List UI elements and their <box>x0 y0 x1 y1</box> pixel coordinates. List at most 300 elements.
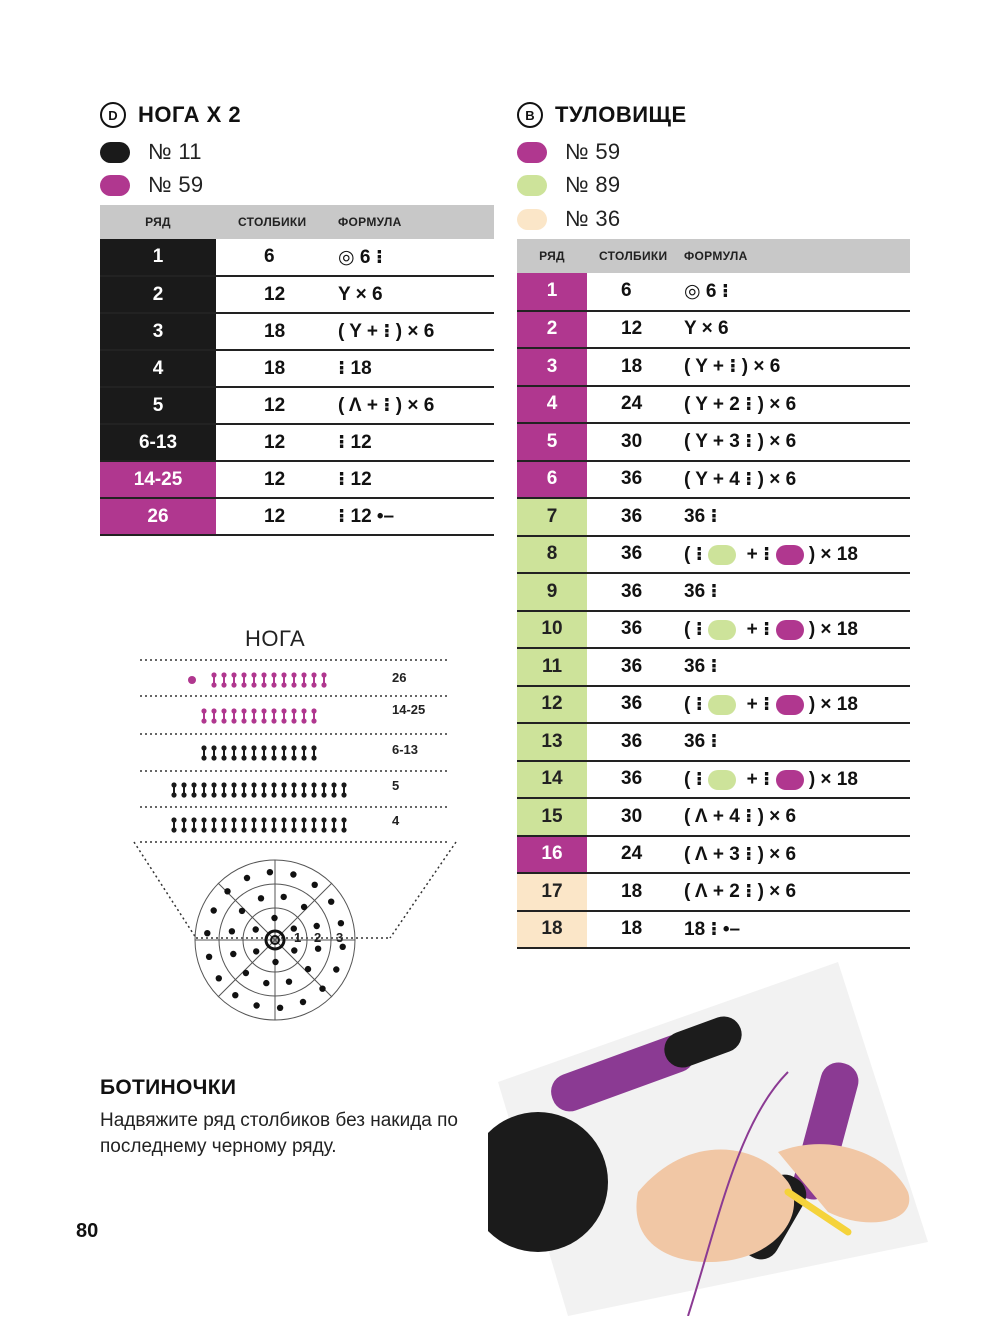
stitch-mark <box>241 792 246 797</box>
stitch-mark <box>291 708 296 713</box>
stitch-mark <box>231 817 236 822</box>
header-formula: ФОРМУЛА <box>338 205 494 239</box>
diagram-row-label: 26 <box>392 670 407 685</box>
stitch-mark <box>211 745 216 750</box>
stitch-mark <box>231 755 236 760</box>
stitch-mark <box>301 782 306 787</box>
body-section-header <box>517 102 687 128</box>
stitch-mark <box>271 745 276 750</box>
stitch-count: 24 <box>587 386 684 424</box>
stitch-formula: ( Y + 2 ⁝ ) × 6 <box>684 386 910 424</box>
stitch-mark <box>201 718 206 723</box>
stitch-mark <box>271 718 276 723</box>
row-number: 2 <box>100 276 216 313</box>
stitch-formula: ◎ 6 ⁝ <box>684 273 910 311</box>
stitch-mark <box>261 718 266 723</box>
stitch-count: 12 <box>216 424 338 461</box>
stitch-mark <box>281 718 286 723</box>
stitch-mark <box>331 827 336 832</box>
round-stitch-mark <box>230 951 236 957</box>
row-number: 1 <box>517 273 587 311</box>
stitch-mark <box>231 792 236 797</box>
row-number: 12 <box>517 686 587 724</box>
stitch-mark <box>341 817 346 822</box>
stitch-mark <box>241 782 246 787</box>
stitch-mark <box>231 708 236 713</box>
row-number: 1 <box>100 239 216 276</box>
table-row <box>517 386 910 424</box>
stitch-mark <box>251 755 256 760</box>
stitch-mark <box>221 782 226 787</box>
stitch-mark <box>251 708 256 713</box>
yarn-swatch <box>100 175 130 196</box>
stitch-count: 36 <box>587 573 684 611</box>
stitch-mark <box>241 817 246 822</box>
yarn-label: № 59 <box>565 139 621 164</box>
stitch-mark <box>241 755 246 760</box>
stitch-mark <box>221 718 226 723</box>
stitch-mark <box>211 792 216 797</box>
round-stitch-mark <box>305 966 311 972</box>
stitch-mark <box>201 817 206 822</box>
table-row <box>517 461 910 499</box>
row-number: 10 <box>517 611 587 649</box>
table-row <box>517 273 910 311</box>
stitch-mark <box>301 708 306 713</box>
yarn-label: № 89 <box>565 172 621 197</box>
round-stitch-mark <box>229 928 235 934</box>
stitch-mark <box>271 708 276 713</box>
header-sts: СТОЛБИКИ <box>216 205 338 239</box>
stitch-formula: ( Y + 4 ⁝ ) × 6 <box>684 461 910 499</box>
row-number: 16 <box>517 836 587 874</box>
stitch-mark <box>311 792 316 797</box>
stitch-mark <box>221 817 226 822</box>
table-row <box>517 573 910 611</box>
stitch-mark <box>231 682 236 687</box>
stitch-mark <box>291 792 296 797</box>
stitch-formula: ( Y + 3 ⁝ ) × 6 <box>684 423 910 461</box>
stitch-count: 18 <box>587 348 684 386</box>
table-row <box>517 311 910 349</box>
header-formula: ФОРМУЛА <box>684 239 910 273</box>
stitch-formula: ⁝ 12 •– <box>338 498 494 535</box>
stitch-mark <box>251 792 256 797</box>
table-row <box>517 836 910 874</box>
round-stitch-mark <box>206 954 212 960</box>
diagram-row-label: 6-13 <box>392 742 419 757</box>
stitch-mark <box>181 792 186 797</box>
yarn-label: № 59 <box>148 172 204 197</box>
stitch-mark <box>201 755 206 760</box>
crochet-photo <box>488 962 928 1316</box>
stitch-mark <box>221 755 226 760</box>
stitch-mark <box>251 682 256 687</box>
diagram-svg <box>130 620 470 1040</box>
leg-yarn-1 <box>100 139 202 165</box>
stitch-mark <box>191 792 196 797</box>
magenta-yarn-icon <box>776 695 804 715</box>
stitch-formula: 36 ⁝ <box>684 648 910 686</box>
stitch-mark <box>321 782 326 787</box>
round-stitch-mark <box>286 979 292 985</box>
stitch-count: 6 <box>216 239 338 276</box>
stitch-mark <box>291 682 296 687</box>
stitch-count: 36 <box>587 611 684 649</box>
stitch-mark <box>291 817 296 822</box>
stitch-mark <box>241 718 246 723</box>
stitch-mark <box>201 782 206 787</box>
round-stitch-mark <box>224 888 230 894</box>
round-stitch-mark <box>290 871 296 877</box>
round-stitch-mark <box>232 992 238 998</box>
body-yarn-1 <box>517 139 620 165</box>
table-header <box>517 239 910 273</box>
table-row <box>517 611 910 649</box>
stitch-count: 36 <box>587 648 684 686</box>
stitch-formula <box>684 761 910 799</box>
table-row <box>100 387 494 424</box>
stitch-mark <box>191 782 196 787</box>
diagram-round-label: 1 <box>294 930 302 945</box>
stitch-mark <box>251 782 256 787</box>
round-stitch-mark <box>243 970 249 976</box>
stitch-mark <box>171 792 176 797</box>
stitch-mark <box>301 755 306 760</box>
yarn-swatch <box>517 142 547 163</box>
stitch-mark <box>261 672 266 677</box>
table-row <box>517 723 910 761</box>
diagram-title: НОГА <box>245 626 306 651</box>
body-badge: B <box>517 102 543 128</box>
round-stitch-mark <box>253 948 259 954</box>
round-stitch-mark <box>239 908 245 914</box>
stitch-mark <box>261 792 266 797</box>
table-row <box>517 761 910 799</box>
table-row <box>517 348 910 386</box>
stitch-mark <box>171 782 176 787</box>
stitch-mark <box>271 827 276 832</box>
green-yarn-icon <box>708 545 736 565</box>
leg-yarn-2 <box>100 172 203 198</box>
stitch-count: 18 <box>216 313 338 350</box>
stitch-mark <box>271 782 276 787</box>
yarn-swatch <box>517 209 547 230</box>
stitch-mark <box>331 792 336 797</box>
stitch-mark <box>171 817 176 822</box>
diagram-round-label: 3 <box>336 930 344 945</box>
leg-table <box>100 205 494 536</box>
stitch-mark <box>221 792 226 797</box>
stitch-formula: ⁝ 12 <box>338 424 494 461</box>
stitch-mark <box>261 782 266 787</box>
stitch-mark <box>341 782 346 787</box>
table-row <box>517 873 910 911</box>
stitch-formula: 36 ⁝ <box>684 498 910 536</box>
green-yarn-icon <box>708 620 736 640</box>
row-number: 18 <box>517 911 587 949</box>
stitch-count: 30 <box>587 423 684 461</box>
stitch-mark <box>181 817 186 822</box>
round-stitch-mark <box>253 926 259 932</box>
stitch-mark <box>191 827 196 832</box>
stitch-mark <box>311 718 316 723</box>
stitch-mark <box>321 672 326 677</box>
stitch-mark <box>251 827 256 832</box>
stitch-mark <box>221 672 226 677</box>
page-number: 80 <box>76 1220 99 1242</box>
round-stitch-mark <box>277 1005 283 1011</box>
row-number: 26 <box>100 498 216 535</box>
stitch-mark <box>221 708 226 713</box>
stitch-mark <box>341 827 346 832</box>
row-number: 14-25 <box>100 461 216 498</box>
round-stitch-mark <box>300 999 306 1005</box>
round-stitch-mark <box>216 975 222 981</box>
stitch-mark <box>241 708 246 713</box>
diagram-row-label: 4 <box>392 813 400 828</box>
stitch-mark <box>301 792 306 797</box>
stitch-mark <box>201 745 206 750</box>
row-number: 9 <box>517 573 587 611</box>
stitch-mark <box>281 817 286 822</box>
stitch-mark <box>291 755 296 760</box>
stitch-mark <box>251 745 256 750</box>
stitch-mark <box>261 817 266 822</box>
stitch-mark <box>291 718 296 723</box>
row-number: 13 <box>517 723 587 761</box>
two-color-formula: ( ⁝ + ⁝ ) × 18 <box>684 618 858 640</box>
stitch-mark <box>241 745 246 750</box>
stitch-mark <box>291 672 296 677</box>
yarn-swatch <box>517 175 547 196</box>
stitch-formula: ( Y + ⁝ ) × 6 <box>684 348 910 386</box>
stitch-mark <box>311 745 316 750</box>
stitch-mark <box>271 755 276 760</box>
row-number: 6 <box>517 461 587 499</box>
stitch-mark <box>231 672 236 677</box>
stitch-mark <box>211 718 216 723</box>
stitch-mark <box>291 745 296 750</box>
stitch-mark <box>271 817 276 822</box>
stitch-count: 30 <box>587 798 684 836</box>
stitch-formula: Y × 6 <box>338 276 494 313</box>
stitch-mark <box>221 745 226 750</box>
header-row: РЯД <box>100 205 216 239</box>
two-color-formula: ( ⁝ + ⁝ ) × 18 <box>684 768 858 790</box>
row-number: 5 <box>517 423 587 461</box>
yarn-label: № 36 <box>565 206 621 231</box>
stitch-count: 36 <box>587 498 684 536</box>
diagram-round-label: 2 <box>314 930 322 945</box>
round-stitch-mark <box>281 894 287 900</box>
stitch-formula: ( Λ + 2 ⁝ ) × 6 <box>684 873 910 911</box>
stitch-mark <box>271 672 276 677</box>
stitch-mark <box>211 672 216 677</box>
stitch-count: 24 <box>587 836 684 874</box>
round-stitch-mark <box>301 904 307 910</box>
header-sts: СТОЛБИКИ <box>587 239 684 273</box>
stitch-mark <box>281 672 286 677</box>
stitch-mark <box>211 827 216 832</box>
two-color-formula: ( ⁝ + ⁝ ) × 18 <box>684 543 858 565</box>
stitch-mark <box>191 817 196 822</box>
stitch-formula: ( Λ + 4 ⁝ ) × 6 <box>684 798 910 836</box>
round-stitch-mark <box>263 980 269 986</box>
stitch-mark <box>311 672 316 677</box>
yarn-label: № 11 <box>148 139 202 164</box>
table-row <box>100 239 494 276</box>
table-row <box>517 498 910 536</box>
stitch-mark <box>281 792 286 797</box>
stitch-mark <box>261 745 266 750</box>
boots-title: БОТИНОЧКИ <box>100 1076 237 1099</box>
stitch-count: 36 <box>587 536 684 574</box>
round-stitch-mark <box>244 875 250 881</box>
stitch-mark <box>171 827 176 832</box>
stitch-mark <box>311 827 316 832</box>
row-number: 4 <box>517 386 587 424</box>
leg-badge: D <box>100 102 126 128</box>
yarn-swatch <box>100 142 130 163</box>
stitch-mark <box>311 817 316 822</box>
table-row <box>517 423 910 461</box>
stitch-mark <box>321 817 326 822</box>
round-stitch-mark <box>312 882 318 888</box>
stitch-count: 12 <box>216 387 338 424</box>
stitch-mark <box>241 672 246 677</box>
stitch-mark <box>241 682 246 687</box>
stitch-mark <box>281 682 286 687</box>
stitch-mark <box>291 782 296 787</box>
stitch-mark <box>301 745 306 750</box>
round-stitch-mark <box>267 869 273 875</box>
stitch-mark <box>321 827 326 832</box>
stitch-count: 36 <box>587 461 684 499</box>
stitch-count: 6 <box>587 273 684 311</box>
round-stitch-mark <box>328 899 334 905</box>
round-stitch-mark <box>291 947 297 953</box>
round-stitch-mark <box>314 923 320 929</box>
diagram-row-label: 5 <box>392 778 400 793</box>
diagram-row-label: 14-25 <box>392 702 426 717</box>
stitch-mark <box>211 782 216 787</box>
table-header <box>100 205 494 239</box>
stitch-mark <box>221 682 226 687</box>
row-number: 11 <box>517 648 587 686</box>
header-row: РЯД <box>517 239 587 273</box>
table-row <box>517 686 910 724</box>
stitch-mark <box>301 718 306 723</box>
table-row <box>517 911 910 949</box>
stitch-formula: ◎ 6 ⁝ <box>338 239 494 276</box>
stitch-mark <box>261 682 266 687</box>
stitch-formula: ( Y + ⁝ ) × 6 <box>338 313 494 350</box>
table-row <box>100 350 494 387</box>
stitch-mark <box>201 708 206 713</box>
stitch-count: 36 <box>587 723 684 761</box>
stitch-formula: ⁝ 12 <box>338 461 494 498</box>
stitch-mark <box>211 817 216 822</box>
table-row <box>100 461 494 498</box>
two-color-formula: ( ⁝ + ⁝ ) × 18 <box>684 693 858 715</box>
stitch-count: 36 <box>587 761 684 799</box>
leg-section-header <box>100 102 241 128</box>
stitch-mark <box>331 782 336 787</box>
table-row <box>100 276 494 313</box>
stitch-mark <box>231 745 236 750</box>
stitch-count: 18 <box>587 873 684 911</box>
stitch-mark <box>231 827 236 832</box>
magenta-yarn-icon <box>776 770 804 790</box>
stitch-mark <box>311 682 316 687</box>
stitch-formula: 18 ⁝ •– <box>684 911 910 949</box>
stitch-mark <box>181 782 186 787</box>
stitch-count: 18 <box>587 911 684 949</box>
body-yarn-3 <box>517 206 620 232</box>
round-stitch-mark <box>338 920 344 926</box>
stitch-formula <box>684 686 910 724</box>
magenta-yarn-icon <box>776 620 804 640</box>
stitch-mark <box>301 672 306 677</box>
magenta-yarn-icon <box>776 545 804 565</box>
round-stitch-mark <box>253 1002 259 1008</box>
stitch-mark <box>201 792 206 797</box>
stitch-mark <box>231 718 236 723</box>
green-yarn-icon <box>708 770 736 790</box>
stitch-mark <box>321 792 326 797</box>
fasten-off-mark <box>188 676 196 684</box>
table-row <box>517 536 910 574</box>
stitch-count: 12 <box>216 461 338 498</box>
round-stitch-mark <box>211 907 217 913</box>
stitch-mark <box>301 827 306 832</box>
stitch-mark <box>261 827 266 832</box>
stitch-mark <box>281 827 286 832</box>
row-number: 5 <box>100 387 216 424</box>
row-number: 3 <box>100 313 216 350</box>
stitch-mark <box>281 745 286 750</box>
stitch-mark <box>311 708 316 713</box>
round-stitch-mark <box>204 930 210 936</box>
row-number: 4 <box>100 350 216 387</box>
green-yarn-icon <box>708 695 736 715</box>
stitch-formula <box>684 536 910 574</box>
round-stitch-mark <box>333 966 339 972</box>
stitch-mark <box>261 708 266 713</box>
stitch-mark <box>311 782 316 787</box>
row-number: 17 <box>517 873 587 911</box>
round-stitch-mark <box>271 915 277 921</box>
boots-text: Надвяжите ряд столбиков без накида по последнему черному ряду. <box>100 1110 458 1157</box>
stitch-count: 12 <box>587 311 684 349</box>
stitch-mark <box>251 817 256 822</box>
stitch-formula <box>684 611 910 649</box>
stitch-mark <box>181 827 186 832</box>
row-number: 7 <box>517 498 587 536</box>
round-stitch-mark <box>258 895 264 901</box>
row-number: 8 <box>517 536 587 574</box>
body-yarn-2 <box>517 172 620 198</box>
stitch-formula: 36 ⁝ <box>684 723 910 761</box>
table-row <box>100 424 494 461</box>
round-stitch-mark <box>272 959 278 965</box>
stitch-mark <box>281 782 286 787</box>
stitch-mark <box>211 708 216 713</box>
stitch-mark <box>311 755 316 760</box>
row-number: 3 <box>517 348 587 386</box>
stitch-mark <box>241 827 246 832</box>
